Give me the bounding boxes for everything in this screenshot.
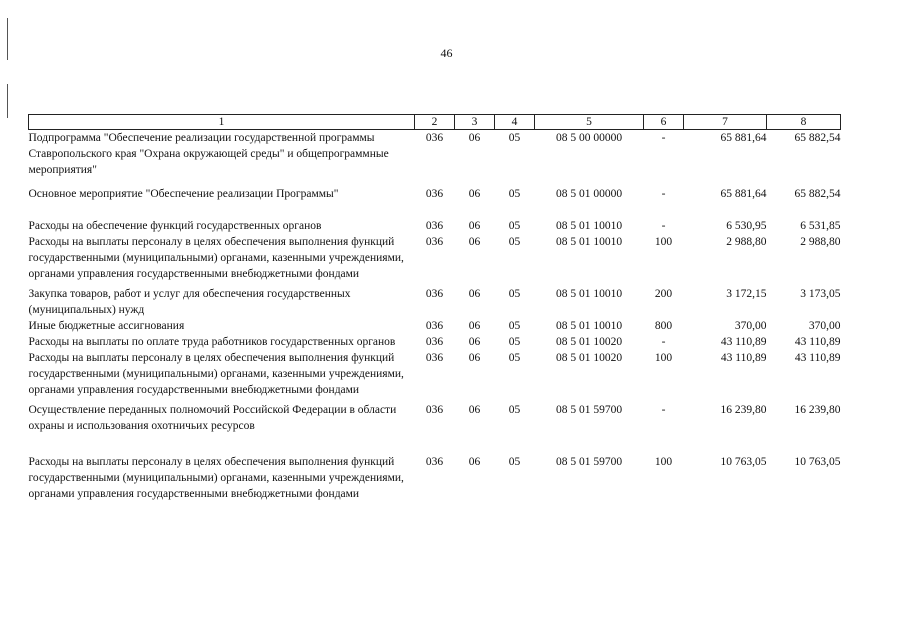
row-amount-col7: 6 530,95 xyxy=(726,220,767,232)
header-col-6: 6 xyxy=(644,115,684,130)
row-expense-type: - xyxy=(661,132,666,144)
row-amount-col8: 3 173,05 xyxy=(800,288,841,300)
row-ministry: 036 xyxy=(425,336,444,348)
row-expense-type: 200 xyxy=(654,288,673,300)
table-row xyxy=(29,218,841,234)
row-amount-col8: 6 531,85 xyxy=(800,220,841,232)
row-expense-type: - xyxy=(661,220,666,232)
row-ministry: 036 xyxy=(425,404,444,416)
table-header xyxy=(29,115,841,130)
table-row xyxy=(29,130,841,179)
row-subsection: 05 xyxy=(508,288,521,300)
table-row xyxy=(29,318,841,334)
header-col-7: 7 xyxy=(684,115,767,130)
row-amount-col7: 43 110,89 xyxy=(720,336,767,348)
header-col-3: 3 xyxy=(455,115,495,130)
page-number: 46 xyxy=(440,46,453,60)
row-expense-type: 800 xyxy=(654,320,673,332)
row-amount-col7: 65 881,64 xyxy=(720,188,767,200)
row-target-article: 08 5 01 10010 xyxy=(555,320,623,332)
row-expense-type: 100 xyxy=(654,236,673,248)
row-amount-col8: 65 882,54 xyxy=(794,188,841,200)
row-ministry: 036 xyxy=(425,456,444,468)
row-section: 06 xyxy=(468,352,481,364)
row-amount-col7: 2 988,80 xyxy=(726,236,767,248)
row-target-article: 08 5 01 10010 xyxy=(555,288,623,300)
row-amount-col8: 43 110,89 xyxy=(794,352,841,364)
row-amount-col7: 3 172,15 xyxy=(726,288,767,300)
row-section: 06 xyxy=(468,220,481,232)
row-amount-col8: 2 988,80 xyxy=(800,236,841,248)
row-name: Иные бюджетные ассигнования xyxy=(28,320,185,332)
row-section: 06 xyxy=(468,404,481,416)
row-expense-type: - xyxy=(661,336,666,348)
row-name: Расходы на выплаты персоналу в целях обеспечения выполнения функций государственными (муниципальными) органами, казенными учреждениями, органами управления государственными внебюджетными фондами xyxy=(28,236,404,280)
row-section: 06 xyxy=(468,320,481,332)
row-amount-col8: 370,00 xyxy=(808,320,841,332)
row-name: Расходы на обеспечение функций государственных органов xyxy=(28,220,322,232)
table-row xyxy=(29,454,841,502)
budget-table xyxy=(28,114,841,502)
row-section: 06 xyxy=(468,236,481,248)
row-amount-col8: 65 882,54 xyxy=(794,132,841,144)
row-target-article: 08 5 01 59700 xyxy=(555,404,623,416)
row-amount-col8: 10 763,05 xyxy=(794,456,841,468)
table-row xyxy=(29,350,841,398)
row-name: Закупка товаров, работ и услуг для обеспечения государственных (муниципальных) нужд xyxy=(28,288,351,316)
row-section: 06 xyxy=(468,132,481,144)
row-subsection: 05 xyxy=(508,352,521,364)
row-ministry: 036 xyxy=(425,236,444,248)
row-name: Осуществление переданных полномочий Российской Федерации в области охраны и использования охотничьих ресурсов xyxy=(28,404,397,432)
row-amount-col7: 16 239,80 xyxy=(720,404,767,416)
header-col-8: 8 xyxy=(767,115,841,130)
table-row xyxy=(29,234,841,282)
header-col-1: 1 xyxy=(29,115,415,130)
row-target-article: 08 5 01 00000 xyxy=(555,188,623,200)
row-subsection: 05 xyxy=(508,456,521,468)
row-expense-type: 100 xyxy=(654,352,673,364)
row-target-article: 08 5 01 10010 xyxy=(555,220,623,232)
row-ministry: 036 xyxy=(425,288,444,300)
row-section: 06 xyxy=(468,456,481,468)
row-target-article: 08 5 01 10020 xyxy=(555,336,623,348)
row-section: 06 xyxy=(468,188,481,200)
row-ministry: 036 xyxy=(425,220,444,232)
table-row xyxy=(29,286,841,318)
row-amount-col7: 370,00 xyxy=(734,320,767,332)
row-expense-type: 100 xyxy=(654,456,673,468)
table-row xyxy=(29,186,841,202)
row-target-article: 08 5 01 10010 xyxy=(555,236,623,248)
row-name: Подпрограмма "Обеспечение реализации государственной программы Ставропольского края "Охрана окружающей среды" и общепрограммные мероприятия" xyxy=(28,132,389,176)
row-ministry: 036 xyxy=(425,352,444,364)
row-subsection: 05 xyxy=(508,320,521,332)
row-name: Расходы на выплаты персоналу в целях обеспечения выполнения функций государственными (муниципальными) органами, казенными учреждениями, органами управления государственными внебюджетными фондами xyxy=(28,456,404,500)
row-section: 06 xyxy=(468,288,481,300)
row-target-article: 08 5 00 00000 xyxy=(555,132,623,144)
row-subsection: 05 xyxy=(508,132,521,144)
header-col-5: 5 xyxy=(535,115,644,130)
header-col-2: 2 xyxy=(415,115,455,130)
row-name: Основное мероприятие "Обеспечение реализации Программы" xyxy=(28,188,339,200)
row-ministry: 036 xyxy=(425,320,444,332)
header-col-4: 4 xyxy=(495,115,535,130)
row-subsection: 05 xyxy=(508,336,521,348)
row-subsection: 05 xyxy=(508,236,521,248)
table-row xyxy=(29,402,841,434)
row-amount-col7: 10 763,05 xyxy=(720,456,767,468)
row-expense-type: - xyxy=(661,404,666,416)
row-target-article: 08 5 01 59700 xyxy=(555,456,623,468)
row-amount-col8: 16 239,80 xyxy=(794,404,841,416)
table-row xyxy=(29,334,841,350)
row-subsection: 05 xyxy=(508,404,521,416)
margin-line-middle xyxy=(7,84,8,118)
row-amount-col7: 65 881,64 xyxy=(720,132,767,144)
row-ministry: 036 xyxy=(425,132,444,144)
row-amount-col8: 43 110,89 xyxy=(794,336,841,348)
row-target-article: 08 5 01 10020 xyxy=(555,352,623,364)
row-name: Расходы на выплаты персоналу в целях обеспечения выполнения функций государственными (муниципальными) органами, казенными учреждениями, органами управления государственными внебюджетными фондами xyxy=(28,352,404,396)
row-amount-col7: 43 110,89 xyxy=(720,352,767,364)
row-name: Расходы на выплаты по оплате труда работников государственных органов xyxy=(28,336,396,348)
row-expense-type: - xyxy=(661,188,666,200)
row-ministry: 036 xyxy=(425,188,444,200)
row-subsection: 05 xyxy=(508,188,521,200)
row-section: 06 xyxy=(468,336,481,348)
row-subsection: 05 xyxy=(508,220,521,232)
